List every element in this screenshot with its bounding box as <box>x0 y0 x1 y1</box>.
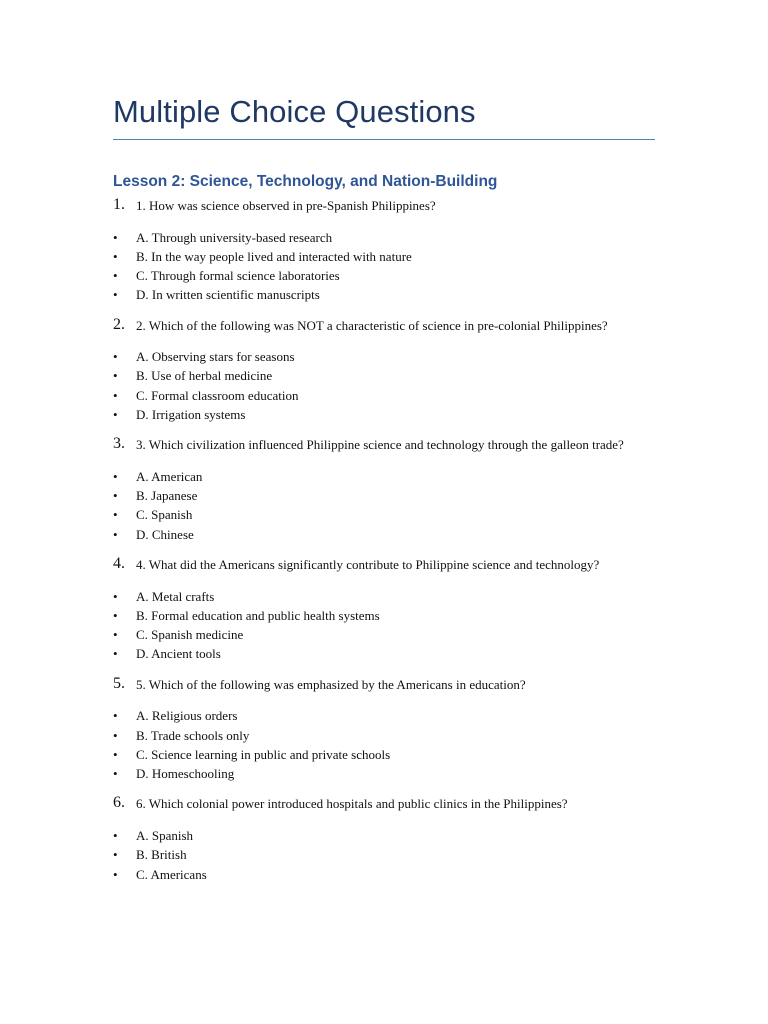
option-text: D. Irrigation systems <box>136 407 246 423</box>
option-item <box>0 606 768 625</box>
option-text: D. Chinese <box>136 526 194 542</box>
option-item <box>0 228 768 247</box>
bullet-icon: • <box>113 588 118 604</box>
option-text: A. Observing stars for seasons <box>136 349 295 365</box>
option-list <box>0 706 768 783</box>
option-text: A. Spanish <box>136 827 194 843</box>
bullet-icon: • <box>113 349 118 365</box>
bullet-icon: • <box>113 746 118 762</box>
document-title: Multiple Choice Questions <box>113 94 476 129</box>
option-item <box>0 505 768 524</box>
option-text: C. Spanish <box>136 507 193 523</box>
option-text: B. Use of herbal medicine <box>136 368 273 384</box>
bullet-icon: • <box>113 268 118 284</box>
option-item <box>0 266 768 285</box>
question-number: 6. <box>113 794 125 812</box>
option-item <box>0 386 768 405</box>
option-item <box>0 285 768 304</box>
option-text: C. Spanish medicine <box>136 627 244 643</box>
question-item <box>0 316 768 425</box>
section-heading: Lesson 2: Science, Technology, and Nation-Building <box>113 173 498 190</box>
option-item <box>0 525 768 544</box>
option-item <box>0 366 768 385</box>
option-text: C. Formal classroom education <box>136 387 299 403</box>
bullet-icon: • <box>113 727 118 743</box>
bullet-icon: • <box>113 407 118 423</box>
option-text: A. Religious orders <box>136 708 238 724</box>
option-item <box>0 625 768 644</box>
option-text: B. Japanese <box>136 488 198 504</box>
question-text: 5. Which of the following was emphasized by the Americans in education? <box>136 676 526 692</box>
option-item <box>0 347 768 366</box>
option-text: B. Trade schools only <box>136 727 250 743</box>
question-text: 4. What did the Americans significantly contribute to Philippine science and technology? <box>136 557 600 573</box>
option-item <box>0 865 768 884</box>
question-text: 2. Which of the following was NOT a characteristic of science in pre-colonial Philippines? <box>136 317 608 333</box>
bullet-icon: • <box>113 766 118 782</box>
question-item <box>0 196 768 305</box>
option-text: D. In written scientific manuscripts <box>136 287 320 303</box>
option-item <box>0 726 768 745</box>
option-item <box>0 644 768 663</box>
title-underline <box>113 139 655 140</box>
option-text: A. Metal crafts <box>136 588 215 604</box>
question-number: 4. <box>113 555 125 573</box>
option-list <box>0 228 768 305</box>
question-number: 5. <box>113 674 125 692</box>
bullet-icon: • <box>113 507 118 523</box>
bullet-icon: • <box>113 287 118 303</box>
option-text: C. Through formal science laboratories <box>136 268 340 284</box>
option-item <box>0 745 768 764</box>
option-text: B. In the way people lived and interacted with nature <box>136 248 412 264</box>
option-text: B. British <box>136 847 187 863</box>
bullet-icon: • <box>113 229 118 245</box>
option-text: B. Formal education and public health systems <box>136 607 380 623</box>
option-text: C. Science learning in public and private schools <box>136 746 391 762</box>
bullet-icon: • <box>113 248 118 264</box>
bullet-icon: • <box>113 526 118 542</box>
bullet-icon: • <box>113 827 118 843</box>
option-item <box>0 486 768 505</box>
option-item <box>0 764 768 783</box>
question-number: 2. <box>113 315 125 333</box>
option-item <box>0 706 768 725</box>
question-item <box>0 435 768 544</box>
bullet-icon: • <box>113 708 118 724</box>
option-list <box>0 347 768 424</box>
question-text: 3. Which civilization influenced Philippine science and technology through the galleon trade? <box>136 437 624 453</box>
question-item <box>0 794 768 883</box>
option-text: A. American <box>136 468 203 484</box>
question-item <box>0 555 768 664</box>
question-number: 1. <box>113 196 125 213</box>
bullet-icon: • <box>113 387 118 403</box>
option-text: C. Americans <box>136 866 207 882</box>
question-list <box>0 196 768 895</box>
option-list <box>0 826 768 884</box>
bullet-icon: • <box>113 468 118 484</box>
bullet-icon: • <box>113 627 118 643</box>
option-item <box>0 845 768 864</box>
option-item <box>0 826 768 845</box>
bullet-icon: • <box>113 646 118 662</box>
bullet-icon: • <box>113 847 118 863</box>
bullet-icon: • <box>113 607 118 623</box>
option-list <box>0 587 768 664</box>
question-number: 3. <box>113 435 125 453</box>
option-item <box>0 247 768 266</box>
option-text: D. Homeschooling <box>136 766 235 782</box>
option-item <box>0 467 768 486</box>
question-text: 1. How was science observed in pre-Spanish Philippines? <box>136 198 436 213</box>
question-text: 6. Which colonial power introduced hospitals and public clinics in the Philippines? <box>136 796 568 812</box>
option-text: D. Ancient tools <box>136 646 221 662</box>
option-text: A. Through university-based research <box>136 229 333 245</box>
bullet-icon: • <box>113 866 118 882</box>
option-list <box>0 467 768 544</box>
option-item <box>0 405 768 424</box>
bullet-icon: • <box>113 488 118 504</box>
option-item <box>0 587 768 606</box>
question-item <box>0 675 768 784</box>
bullet-icon: • <box>113 368 118 384</box>
